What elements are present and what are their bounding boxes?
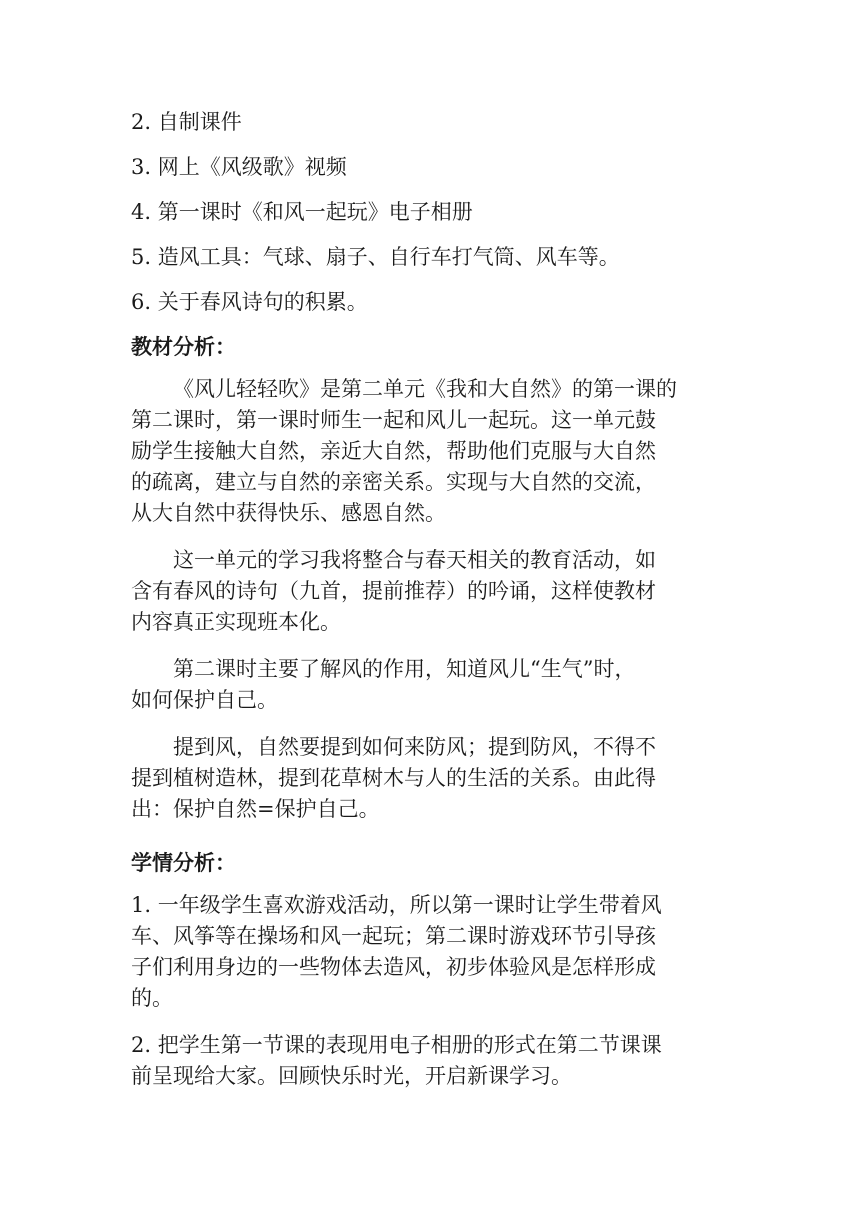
text-line: 第二课时主要了解风的作用，知道风儿“生气”时，	[173, 657, 636, 681]
list-item: 6. 关于春风诗句的积累。	[131, 290, 368, 314]
text-line: 前呈现给大家。回顾快乐时光，开启新课学习。	[131, 1064, 572, 1088]
document-page	[131, 100, 721, 1108]
text-line: 从大自然中获得快乐、感恩自然。	[131, 501, 446, 525]
list-item: 4. 第一课时《和风一起玩》电子相册	[131, 200, 473, 224]
materials-list	[131, 100, 721, 325]
section-heading-student-analysis: 学情分析：	[131, 851, 236, 875]
text-line: 的。	[131, 986, 173, 1010]
paragraph	[131, 1030, 721, 1092]
list-item: 3. 网上《风级歌》视频	[131, 155, 347, 179]
list-item: 2. 自制课件	[131, 110, 242, 134]
section-heading-textbook-analysis: 教材分析：	[131, 335, 236, 359]
text-line: 《风儿轻轻吹》是第二单元《我和大自然》的第一课的	[173, 377, 677, 401]
paragraph	[131, 545, 721, 638]
paragraph	[131, 654, 721, 716]
paragraph	[131, 374, 721, 529]
text-line: 内容真正实现班本化。	[131, 610, 341, 634]
text-line: 子们利用身边的一些物体去造风，初步体验风是怎样形成	[131, 955, 656, 979]
text-line: 1. 一年级学生喜欢游戏活动，所以第一课时让学生带着风	[131, 893, 662, 917]
text-line: 提到植树造林，提到花草树木与人的生活的关系。由此得	[131, 766, 656, 790]
text-line: 如何保护自己。	[131, 688, 278, 712]
text-line: 这一单元的学习我将整合与春天相关的教育活动，如	[173, 548, 656, 572]
paragraph	[131, 890, 721, 1014]
text-line: 提到风，自然要提到如何来防风；提到防风，不得不	[173, 735, 656, 759]
text-line: 含有春风的诗句（九首，提前推荐）的吟诵，这样使教材	[131, 579, 656, 603]
text-line: 出：保护自然=保护自己。	[131, 797, 380, 821]
text-line: 2. 把学生第一节课的表现用电子相册的形式在第二节课课	[131, 1033, 662, 1057]
list-item: 5. 造风工具：气球、扇子、自行车打气筒、风车等。	[131, 245, 620, 269]
text-line: 车、风筝等在操场和风一起玩；第二课时游戏环节引导孩	[131, 924, 656, 948]
text-line: 励学生接触大自然，亲近大自然，帮助他们克服与大自然	[131, 439, 656, 463]
paragraph	[131, 732, 721, 825]
text-line: 的疏离，建立与自然的亲密关系。实现与大自然的交流，	[131, 470, 656, 494]
text-line: 第二课时，第一课时师生一起和风儿一起玩。这一单元鼓	[131, 408, 656, 432]
